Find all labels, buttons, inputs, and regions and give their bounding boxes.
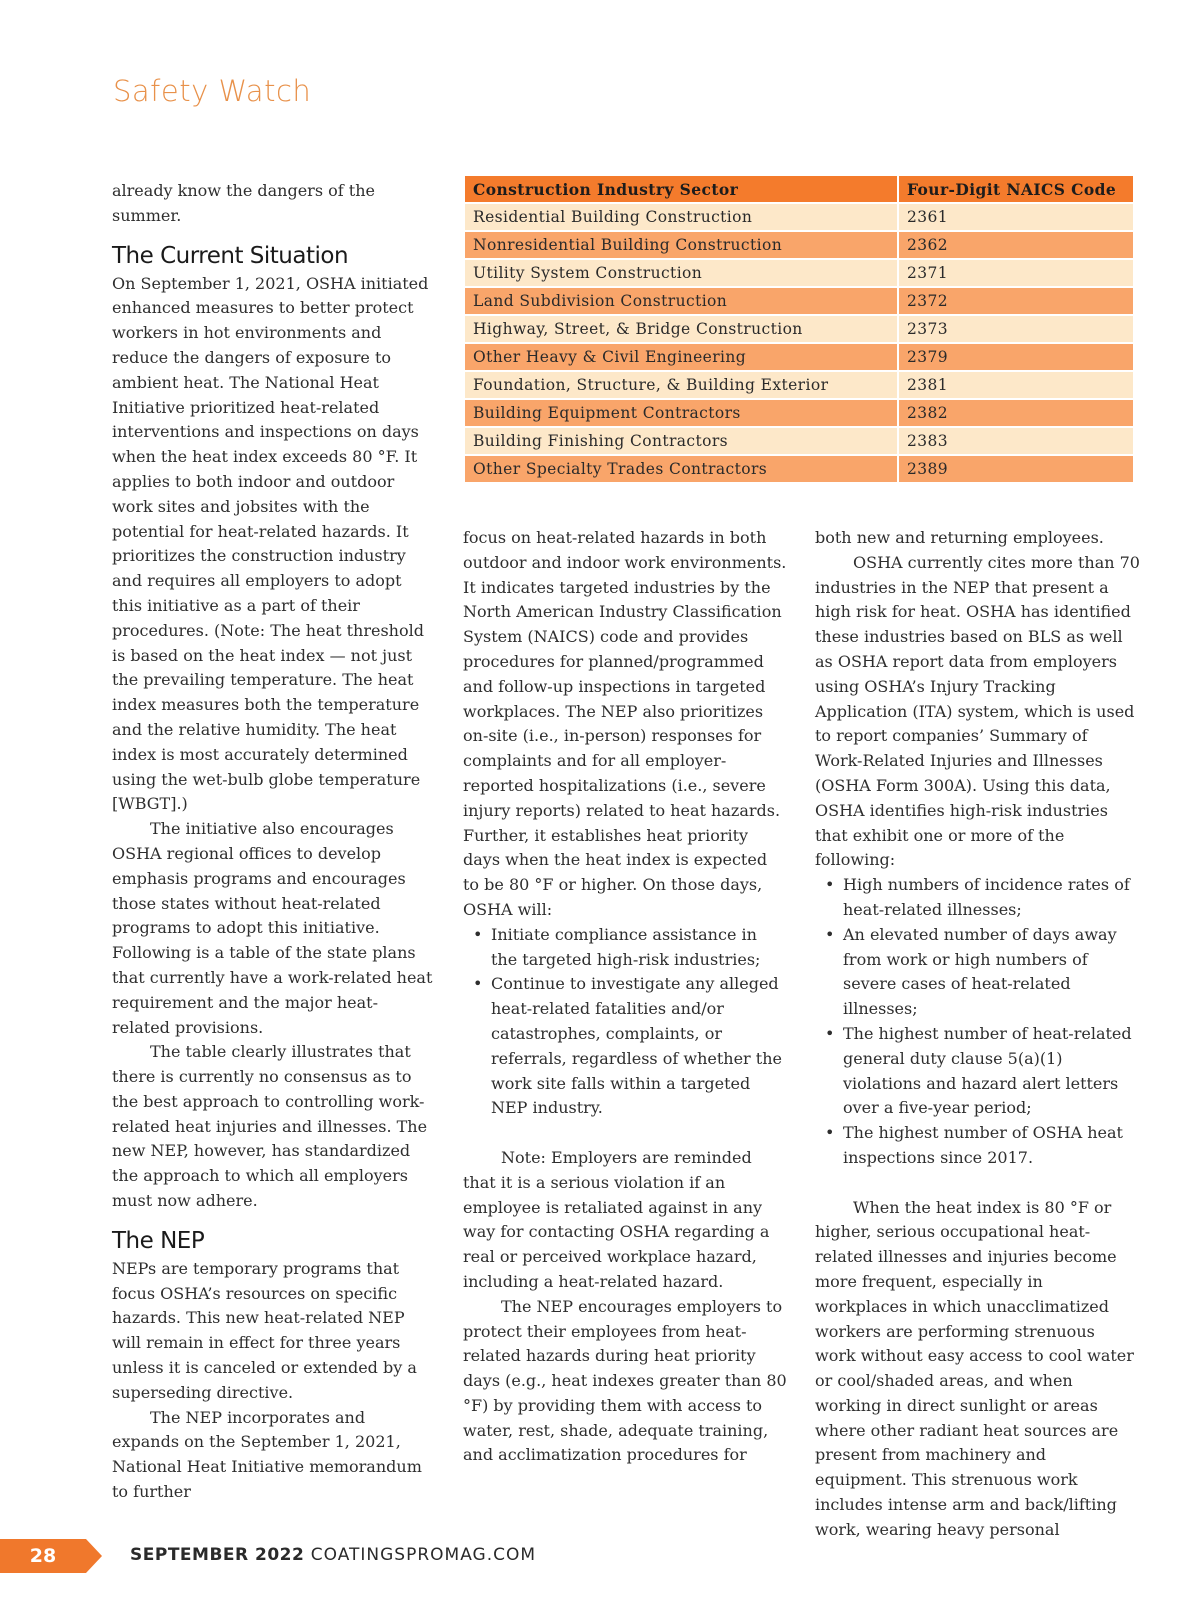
sector-cell: Residential Building Construction <box>464 203 898 231</box>
body-paragraph: focus on heat-related hazards in both outdoor and indoor work environments. It indicates targeted industries by the North American Industry Classification System (NAICS) code and provides procedures for planned/programmed and follow-up inspections in targeted workplaces. The NEP also prioritizes on-site (i.e., in-person) responses for complaints and for all employer-reported hospitalizations (i.e., severe injury reports) related to heat hazards. Further, it establishes heat priority days when the heat index is expected to be 80 °F or higher. On those days, OSHA will: <box>463 528 787 919</box>
bullet-list <box>463 923 788 1121</box>
body-paragraph: The NEP encourages employers to protect their employees from heat-related hazards during heat priority days (e.g., heat indexes greater than 80 °F) by providing them with access to water, rest, shade, adequate training, and acclimatization procedures for <box>463 1296 787 1465</box>
list-item: • The highest number of OSHA heat inspections since 2017. <box>843 1121 1140 1171</box>
list-item: • The highest number of heat-related general duty clause 5(a)(1) violations and hazard alert letters over a five-year period; <box>843 1022 1140 1121</box>
table-row <box>464 455 1134 483</box>
sector-cell: Other Heavy & Civil Engineering <box>464 343 898 371</box>
note-paragraph: Note: Employers are reminded that it is a serious violation if an employee is retaliated against in any way for contacting OSHA regarding a real or perceived workplace hazard, including a heat-related hazard. <box>463 1147 770 1291</box>
table-row <box>464 231 1134 259</box>
body-paragraph: On September 1, 2021, OSHA initiated enhanced measures to better protect workers in hot environments and reduce the dangers of exposure to ambient heat. The National Heat Initiative prioritized heat-related interventions and inspections on days when the heat index exceeds 80 °F. It applies to both indoor and outdoor work sites and jobsites with the potential for heat-related hazards. It prioritizes the construction industry and requires all employers to adopt this initiative as a part of their procedures. (Note: The heat threshold is based on the heat index — not just the prevailing temperature. The heat index measures both the temperature and the relative humidity. The heat index is most accurately determined using the wet-bulb globe temperature [WBGT].) <box>112 273 429 814</box>
column-3 <box>815 526 1140 1543</box>
intro-paragraph: already know the dangers of the summer. <box>112 181 375 225</box>
list-item: • Continue to investigate any alleged heat-related fatalities and/or catastrophes, complaints, or referrals, regardless of whether the work site falls within a targeted NEP industry. <box>491 972 788 1121</box>
sector-cell: Highway, Street, & Bridge Construction <box>464 315 898 343</box>
body-paragraph: When the heat index is 80 °F or higher, serious occupational heat-related illnesses and injuries become more frequent, especially in workplaces in which unacclimatized workers are performing strenuous work without easy access to cool water or cool/shaded areas, and when working in direct sunlight or areas where other radiant heat sources are present from machinery and equipment. This strenuous work includes intense arm and back/lifting work, wearing heavy personal <box>815 1197 1134 1539</box>
sector-cell: Foundation, Structure, & Building Exterior <box>464 371 898 399</box>
list-item: • An elevated number of days away from work or high numbers of severe cases of heat-related illnesses; <box>843 923 1140 1022</box>
table-row <box>464 343 1134 371</box>
sector-cell: Other Specialty Trades Contractors <box>464 455 898 483</box>
sector-cell: Building Finishing Contractors <box>464 427 898 455</box>
bullet-list <box>815 873 1140 1171</box>
page-number: 28 <box>29 1545 57 1567</box>
body-paragraph: The NEP incorporates and expands on the September 1, 2021, National Heat Initiative memorandum to further <box>112 1407 422 1502</box>
list-item: • High numbers of incidence rates of heat-related illnesses; <box>843 873 1140 923</box>
table-row <box>464 259 1134 287</box>
body-paragraph: NEPs are temporary programs that focus OSHA’s resources on specific hazards. This new heat-related NEP will remain in effect for three years unless it is canceled or extended by a superseding directive. <box>112 1258 417 1402</box>
site-name: COATINGSPROMAG.COM <box>310 1545 537 1565</box>
code-cell: 2379 <box>898 343 1134 371</box>
table-header-sector: Construction Industry Sector <box>464 175 898 203</box>
table-row <box>464 371 1134 399</box>
sector-cell: Utility System Construction <box>464 259 898 287</box>
section-title: Safety Watch <box>113 74 312 108</box>
table-row <box>464 315 1134 343</box>
code-cell: 2361 <box>898 203 1134 231</box>
table-row <box>464 203 1134 231</box>
code-cell: 2381 <box>898 371 1134 399</box>
naics-table <box>463 174 1135 484</box>
table-header-code: Four-Digit NAICS Code <box>898 175 1134 203</box>
column-2 <box>463 526 788 1468</box>
body-paragraph: both new and returning employees. <box>815 528 1104 547</box>
body-paragraph: The table clearly illustrates that there is currently no consensus as to the best approach to controlling work-related heat injuries and illnesses. The new NEP, however, has standardized the approach to which all employers must now adhere. <box>112 1042 428 1211</box>
table-row <box>464 399 1134 427</box>
code-cell: 2362 <box>898 231 1134 259</box>
code-cell: 2373 <box>898 315 1134 343</box>
code-cell: 2372 <box>898 287 1134 315</box>
list-item: • Initiate compliance assistance in the targeted high-risk industries; <box>491 923 788 973</box>
sector-cell: Nonresidential Building Construction <box>464 231 898 259</box>
heading-current-situation: The Current Situation <box>112 242 349 269</box>
body-paragraph: The initiative also encourages OSHA regional offices to develop emphasis programs and encourages those states without heat-related programs to adopt this initiative. Following is a table of the state plans that currently have a work-related heat requirement and the major heat-related provisions. <box>112 819 433 1037</box>
issue-date: SEPTEMBER 2022 <box>130 1545 305 1565</box>
code-cell: 2371 <box>898 259 1134 287</box>
sector-cell: Building Equipment Contractors <box>464 399 898 427</box>
column-1 <box>112 179 434 1505</box>
table-header-row <box>464 175 1134 203</box>
footer-text <box>130 1545 536 1565</box>
table-row <box>464 427 1134 455</box>
body-paragraph: OSHA currently cites more than 70 industries in the NEP that present a high risk for heat. OSHA has identified these industries based on BLS as well as OSHA report data from employers using OSHA’s Injury Tracking Application (ITA) system, which is used to report companies’ Summary of Work-Related Injuries and Illnesses (OSHA Form 300A). Using this data, OSHA identifies high-risk industries that exhibit one or more of the following: <box>815 552 1140 870</box>
code-cell: 2383 <box>898 427 1134 455</box>
heading-the-nep: The NEP <box>112 1227 205 1254</box>
sector-cell: Land Subdivision Construction <box>464 287 898 315</box>
code-cell: 2389 <box>898 455 1134 483</box>
code-cell: 2382 <box>898 399 1134 427</box>
table-row <box>464 287 1134 315</box>
